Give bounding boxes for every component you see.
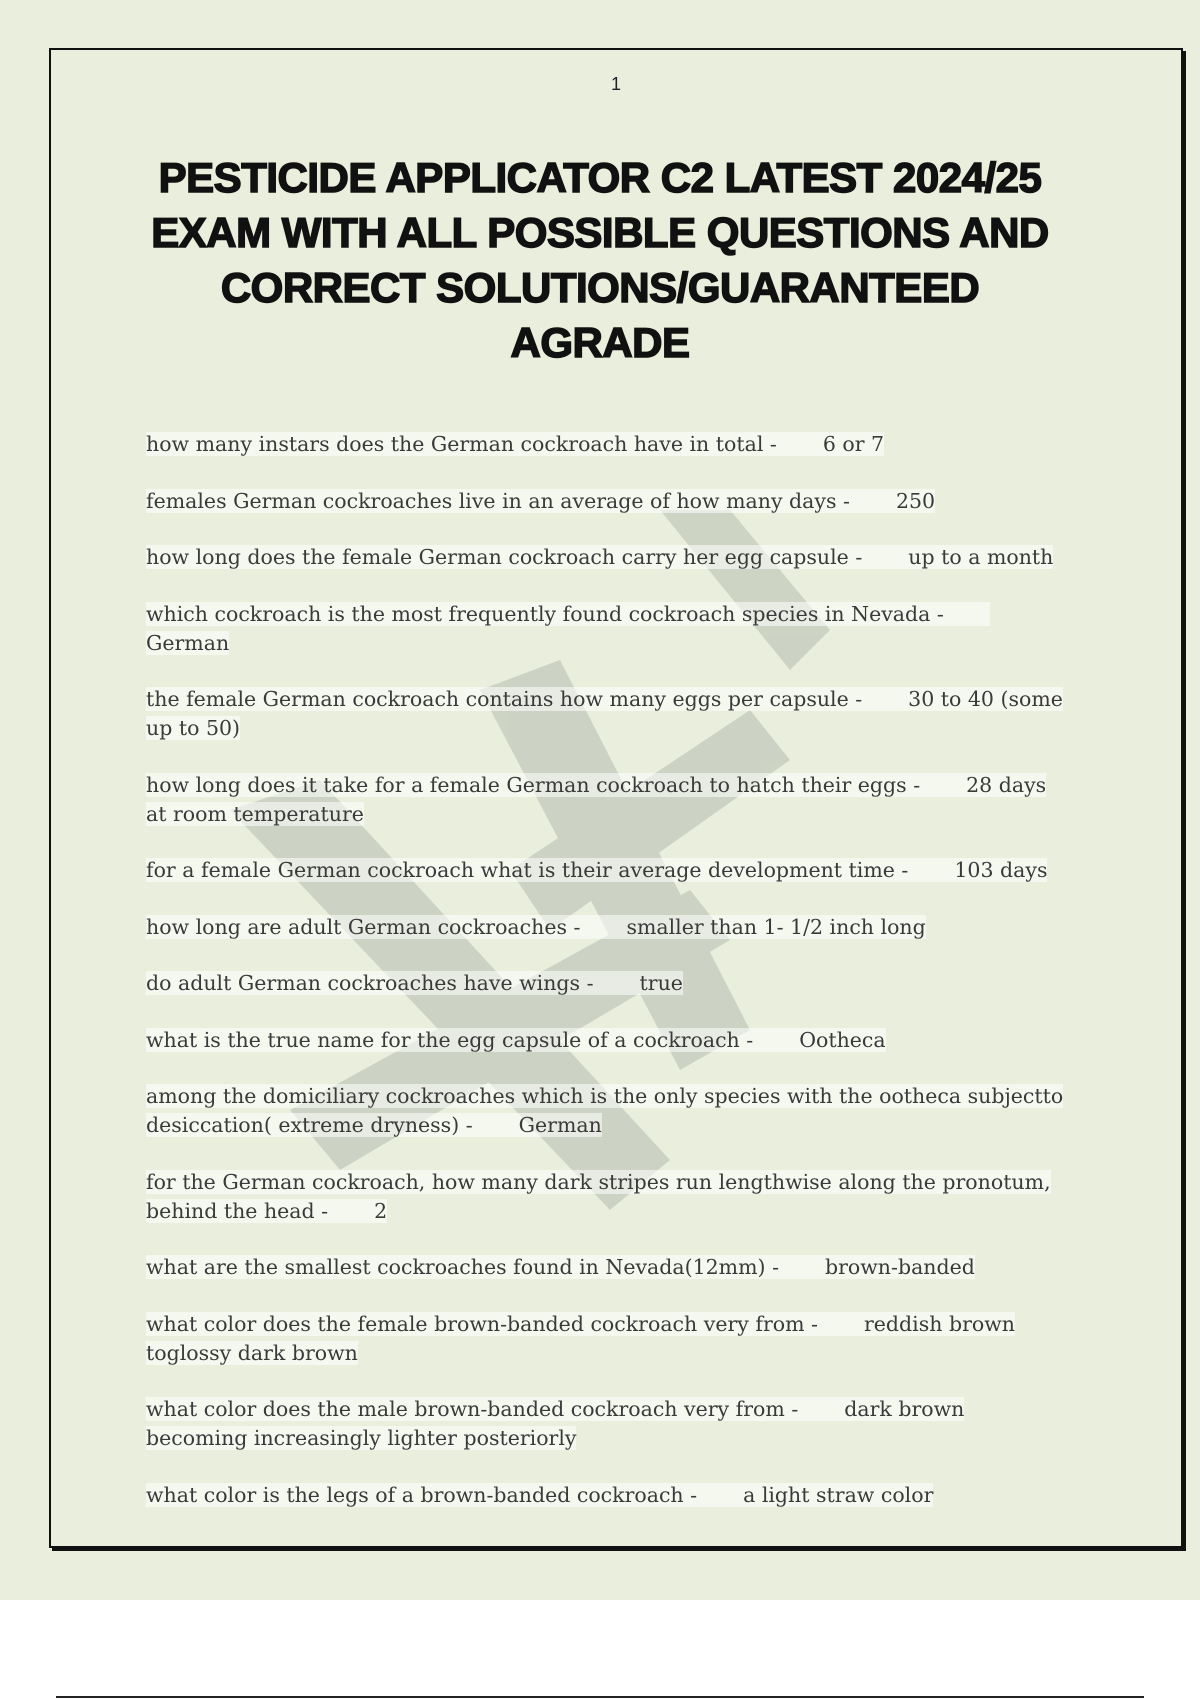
answer-text: up to a month xyxy=(908,545,1054,569)
answer-text: Ootheca xyxy=(799,1027,886,1052)
question-text: do adult German cockroaches have wings - xyxy=(146,971,594,995)
qa-highlight xyxy=(146,773,1046,826)
question-text: among the domiciliary cockroaches which is the only species with the ootheca subjectto desiccation( extreme dryness) - xyxy=(146,1084,1064,1137)
answer-text: smaller than 1- 1/2 inch long xyxy=(626,914,926,939)
qa-item xyxy=(146,913,1066,942)
qa-item xyxy=(146,600,1066,658)
qa-item xyxy=(146,487,1066,516)
document-title: PESTICIDE APPLICATOR C2 LATEST 2024/25 EXAM WITH ALL POSSIBLE QUESTIONS AND CORRECT SOLUTIONS/GUARANTEED AGRADE xyxy=(151,154,1049,366)
qa-item xyxy=(146,771,1066,829)
qa-item xyxy=(146,1395,1066,1453)
qa-highlight xyxy=(146,1397,964,1450)
qa-highlight xyxy=(146,1084,1063,1137)
answer-text: 28 days at room temperature xyxy=(146,772,1047,826)
question-text: what color does the female brown-banded cockroach very from - xyxy=(146,1311,818,1336)
qa-highlight xyxy=(146,971,683,995)
qa-item xyxy=(146,1082,1066,1140)
qa-highlight xyxy=(146,1170,1051,1223)
answer-text: reddish brown toglossy dark brown xyxy=(146,1311,1015,1365)
qa-item xyxy=(146,1253,1066,1282)
answer-text: dark brown becoming increasingly lighter posteriorly xyxy=(146,1397,965,1450)
qa-list xyxy=(146,430,1066,1537)
qa-item xyxy=(146,1026,1066,1055)
question-text: which cockroach is the most frequently found cockroach species in Nevada - xyxy=(146,601,944,626)
answer-text: 6 or 7 xyxy=(822,432,885,456)
question-text: how long are adult German cockroaches - xyxy=(146,914,581,939)
qa-highlight xyxy=(146,1483,933,1507)
qa-item xyxy=(146,430,1066,459)
question-text: what is the true name for the egg capsule of a cockroach - xyxy=(146,1027,754,1052)
qa-item xyxy=(146,969,1066,998)
answer-text: German xyxy=(518,1113,602,1137)
qa-highlight xyxy=(146,858,1047,882)
qa-highlight xyxy=(146,915,926,939)
question-text: what color is the legs of a brown-banded cockroach - xyxy=(146,1482,698,1507)
qa-item xyxy=(146,856,1066,885)
footer-rule xyxy=(56,1696,1144,1698)
qa-highlight xyxy=(146,432,884,456)
answer-text: German xyxy=(146,630,230,655)
answer-text: 250 xyxy=(895,488,936,513)
question-text: how long does it take for a female German cockroach to hatch their eggs - xyxy=(146,772,921,797)
answer-text: a light straw color xyxy=(743,1482,934,1507)
qa-highlight xyxy=(146,1255,975,1279)
question-text: females German cockroaches live in an average of how many days - xyxy=(146,488,850,513)
qa-highlight xyxy=(146,687,1063,740)
qa-item xyxy=(146,685,1066,743)
qa-highlight xyxy=(146,545,1053,569)
question-text: what color does the male brown-banded cockroach very from - xyxy=(146,1397,799,1421)
qa-highlight xyxy=(146,489,935,513)
qa-item xyxy=(146,1168,1066,1226)
qa-item xyxy=(146,1310,1066,1368)
answer-text: 30 to 40 (some up to 50) xyxy=(146,687,1063,740)
qa-highlight xyxy=(146,602,990,655)
answer-text: 103 days xyxy=(954,858,1048,882)
qa-item xyxy=(146,1481,1066,1510)
qa-item xyxy=(146,543,1066,572)
question-text: for the German cockroach, how many dark stripes run lengthwise along the pronotum, behind the head - xyxy=(146,1169,1051,1223)
answer-text: brown-banded xyxy=(825,1255,975,1279)
qa-highlight xyxy=(146,1312,1015,1365)
question-text: the female German cockroach contains how many eggs per capsule - xyxy=(146,687,863,711)
question-text: for a female German cockroach what is their average development time - xyxy=(146,858,909,882)
answer-text: true xyxy=(639,971,683,995)
question-text: how long does the female German cockroach carry her egg capsule - xyxy=(146,545,863,569)
page-number: 1 xyxy=(610,74,621,94)
question-text: what are the smallest cockroaches found in Nevada(12mm) - xyxy=(146,1255,779,1279)
answer-text: 2 xyxy=(374,1198,388,1223)
qa-highlight xyxy=(146,1028,886,1052)
question-text: how many instars does the German cockroach have in total - xyxy=(146,432,777,456)
